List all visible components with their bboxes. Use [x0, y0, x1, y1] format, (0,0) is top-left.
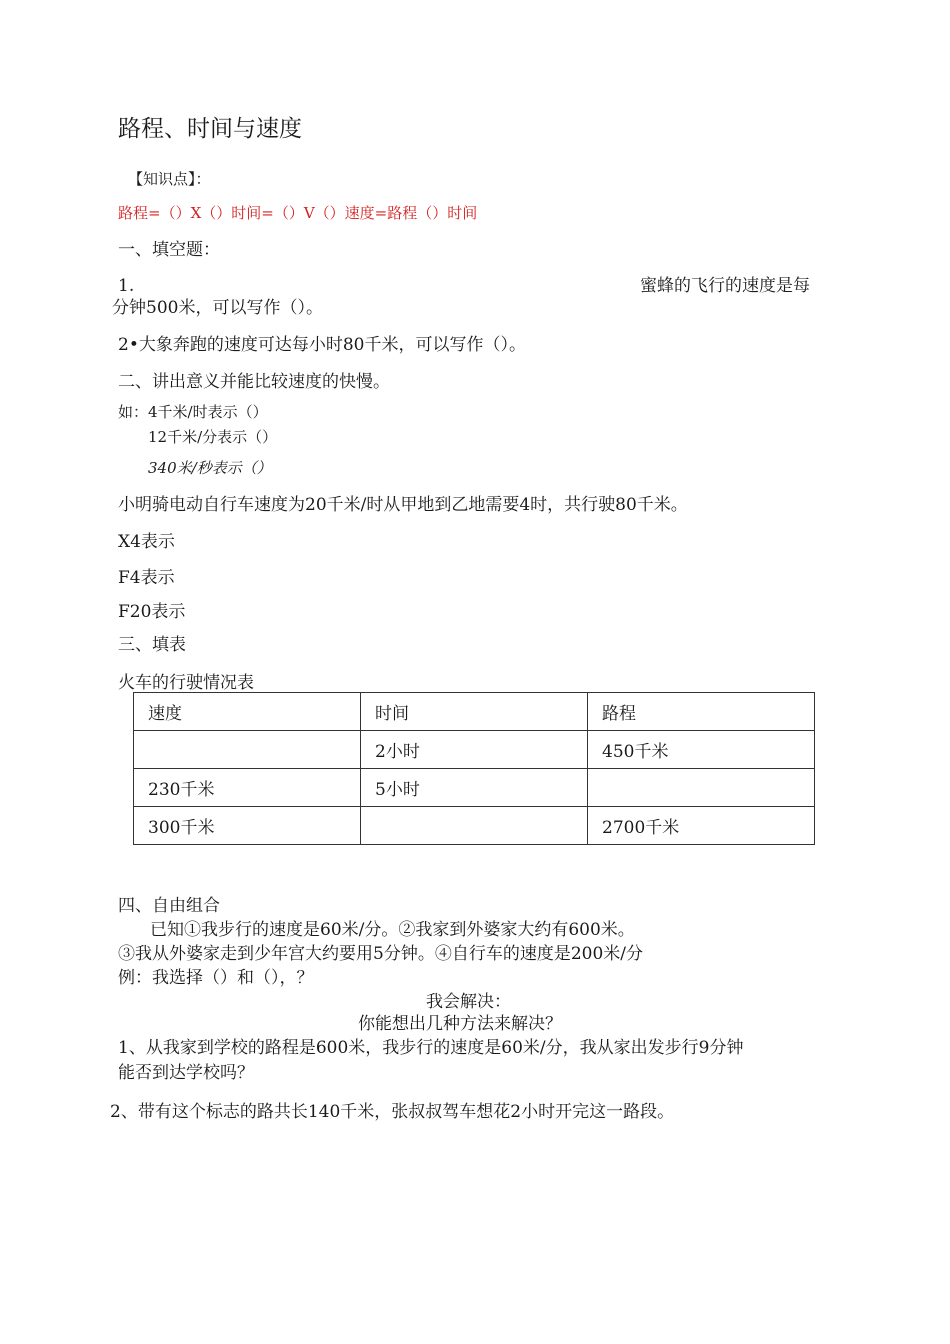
meaning-line-x4: X4表示 [118, 532, 175, 552]
table-cell [134, 731, 361, 769]
table-row [134, 769, 815, 807]
section3-heading: 三、填表 [118, 635, 186, 655]
table-cell [588, 769, 815, 807]
solve-heading: 我会解决： [426, 992, 511, 1012]
meaning-line-f4: F4表示 [118, 568, 175, 588]
header-distance: 路程 [588, 693, 815, 731]
section2-heading: 二、讲出意义并能比较速度的快慢。 [118, 372, 390, 392]
table-cell: 300千米 [134, 807, 361, 845]
table-cell: 2小时 [361, 731, 588, 769]
example-line-1: 如：4千米/时表示（） [118, 403, 268, 421]
given-line-1: 已知①我步行的速度是60米/分。②我家到外婆家大约有600米。 [150, 920, 635, 940]
table-cell: 5小时 [361, 769, 588, 807]
problem-1-line-1: 1、从我家到学校的路程是600米，我步行的速度是60米/分，我从家出发步行9分钟 [118, 1038, 744, 1058]
table-row [134, 731, 815, 769]
page-title: 路程、时间与速度 [118, 116, 302, 142]
example-line-3: 340米/秒表示（） [148, 459, 272, 477]
table-row [134, 807, 815, 845]
table-cell: 230千米 [134, 769, 361, 807]
question-2: 2•大象奔跑的速度可达每小时80千米，可以写作（）。 [118, 335, 526, 355]
given-line-2: ③我从外婆家走到少年宫大约要用5分钟。④自行车的速度是200米/分 [118, 944, 643, 964]
example-choice: 例：我选择（）和（），？ [118, 968, 314, 988]
table-cell: 2700千米 [588, 807, 815, 845]
table-header-row [134, 693, 815, 731]
section1-heading: 一、填空题： [118, 240, 220, 260]
train-table [133, 692, 815, 845]
table-cell [361, 807, 588, 845]
methods-question: 你能想出几种方法来解决？ [358, 1014, 562, 1034]
table-cell: 450千米 [588, 731, 815, 769]
table-title: 火车的行驶情况表 [118, 673, 254, 693]
question-1-continuation: 分钟500米，可以写作（）。 [112, 298, 323, 318]
question-1-right-text: 蜜蜂的飞行的速度是每 [640, 276, 810, 296]
story-sentence: 小明骑电动自行车速度为20千米/时从甲地到乙地需要4时，共行驶80千米。 [118, 495, 688, 515]
section4-heading: 四、自由组合 [118, 896, 220, 916]
problem-1-line-2: 能否到达学校吗？ [118, 1063, 254, 1083]
knowledge-label: 【知识点】： [128, 170, 211, 188]
meaning-line-f20: F20表示 [118, 602, 186, 622]
formula-line: 路程=（）X（）时间=（）V（）速度=路程（）时间 [118, 204, 478, 222]
question-1-number: 1. [118, 276, 135, 296]
problem-2: 2、带有这个标志的路共长140千米，张叔叔驾车想花2小时开完这一路段。 [110, 1102, 675, 1122]
header-time: 时间 [361, 693, 588, 731]
header-speed: 速度 [134, 693, 361, 731]
example-line-2: 12千米/分表示（） [148, 428, 278, 446]
